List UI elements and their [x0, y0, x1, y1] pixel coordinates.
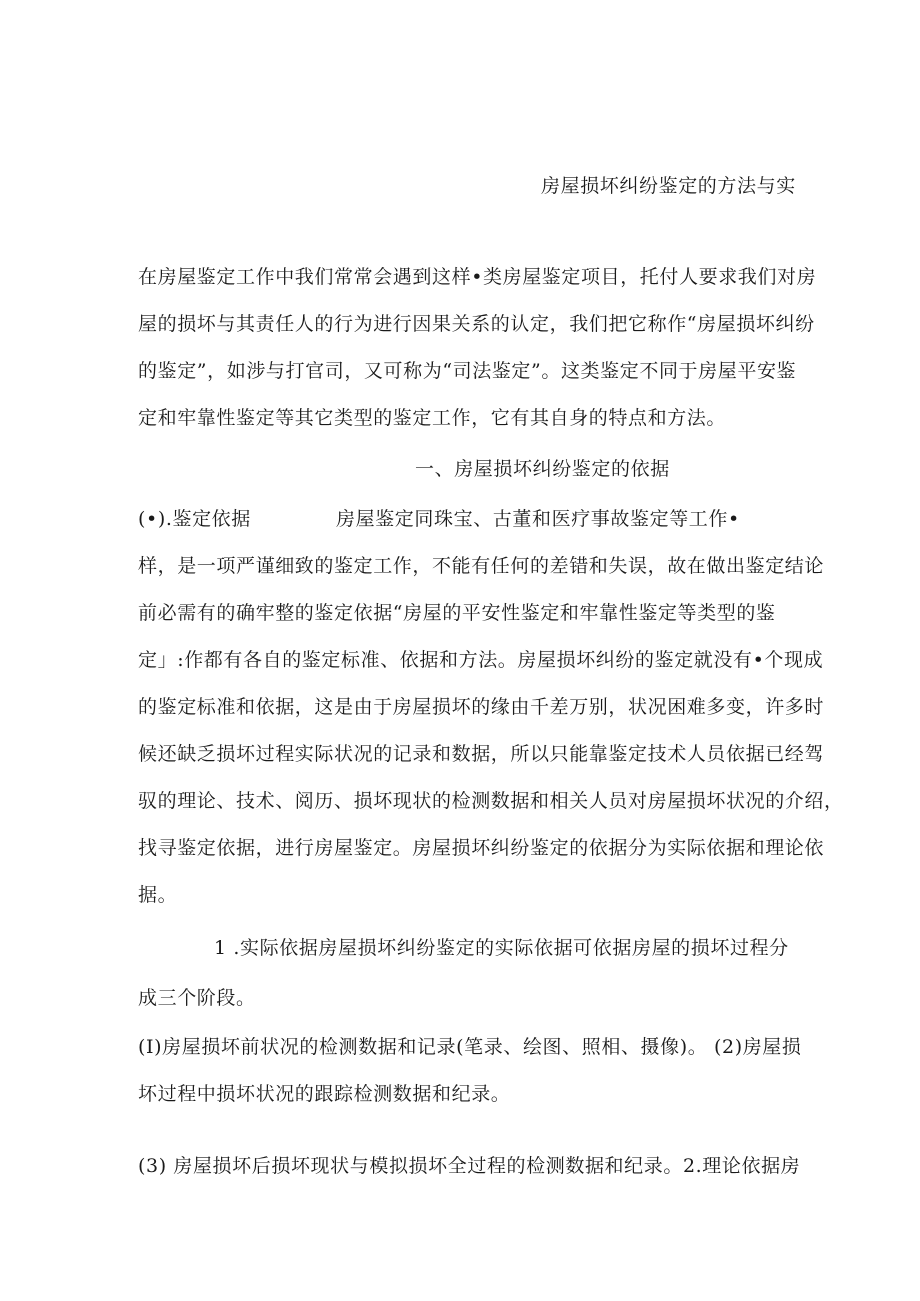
intro-line: 屋的损坏与其责任人的行为进行因果关系的认定，我们把它称作“房屋损坏纠纷 [138, 313, 815, 335]
intro-line: 在房屋鉴定工作中我们常常会遇到这样•类房屋鉴定项目，托付人要求我们对房 [138, 266, 817, 288]
body-line: 前必需有的确牢整的鉴定依据“房屋的平安性鉴定和牢靠性鉴定等类型的鉴 [138, 602, 776, 624]
body-line: 样，是一项严谨细致的鉴定工作，不能有任何的差错和失误，故在做出鉴定结论 [138, 555, 825, 577]
item-3-line: (3) 房屋损坏后损坏现状与模拟损坏全过程的检测数据和纪录。2.理论依据房 [138, 1155, 801, 1177]
body-line: 的鉴定标准和依据，这是由于房屋损坏的缘由千差万别，状况困难多变，许多时 [138, 696, 825, 718]
section-heading: 一、房屋损坏纠纷鉴定的依据 [415, 458, 670, 480]
body-line: 找寻鉴定依据，进行房屋鉴定。房屋损坏纠纷鉴定的依据分为实际依据和理论依 [138, 837, 825, 859]
body-line: 据。 [138, 884, 178, 906]
item-2-line: (I)房屋损坏前状况的检测数据和记录(笔录、绘图、照相、摄像)。 (2)房屋损 [138, 1036, 802, 1058]
intro-line: 定和牢靠性鉴定等其它类型的鉴定工作，它有其自身的特点和方法。 [138, 407, 727, 429]
document-title: 房屋损坏纠纷鉴定的方法与实 [541, 175, 796, 197]
item-1-line: 成三个阶段。 [138, 987, 256, 1009]
intro-line: 的鉴定”，如涉与打官司，又可称为“司法鉴定”。这类鉴定不同于房屋平安鉴 [138, 360, 797, 382]
subsection-lead: 房屋鉴定同珠宝、古董和医疗事故鉴定等工作• [336, 508, 740, 530]
body-line: 候还缺乏损坏过程实际状况的记录和数据，所以只能靠鉴定技术人员依据已经驾 [138, 743, 825, 765]
body-line: 定」:作都有各自的鉴定标准、依据和方法。房屋损坏纠纷的鉴定就没有•个现成 [138, 649, 824, 671]
item-2-line: 坏过程中损坏状况的跟踪检测数据和纪录。 [138, 1083, 511, 1105]
subsection-label: (•).鉴定依据 [138, 508, 251, 530]
item-1-line: 1 .实际依据房屋损坏纠纷鉴定的实际依据可依据房屋的损坏过程分 [214, 937, 789, 959]
body-line: 驭的理论、技术、阅历、损坏现状的检测数据和相关人员对房屋损坏状况的介绍， [138, 790, 844, 812]
